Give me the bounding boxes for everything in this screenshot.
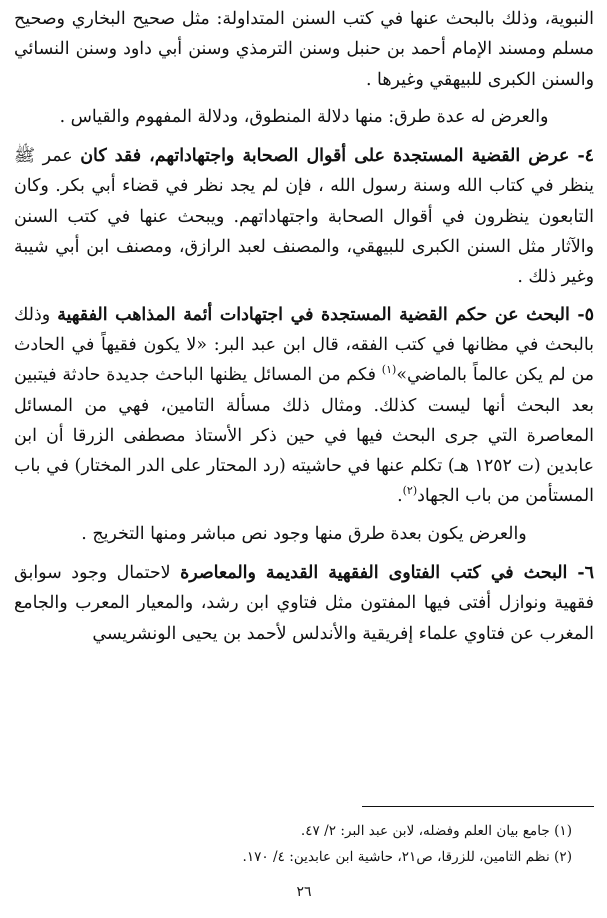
footnotes — [14, 818, 594, 870]
paragraph-text: والعرض يكون بعدة طرق منها وجود نص مباشر ومنها التخريج . — [81, 523, 527, 544]
section-4-companions — [14, 141, 594, 292]
paragraph-text: النبوية، وذلك بالبحث عنها في كتب السنن المتداولة: مثل صحيح البخاري وصحيح مسلم ومسند الإمام أحمد بن حنبل وسنن الترمذي وسنن أبي داود وسنن النسائي والسنن الكبرى للبيهقي وغيرها . — [14, 9, 594, 90]
footnote-ref-2[interactable]: (٢) — [402, 484, 418, 498]
paragraph-hadith-sources — [14, 4, 594, 95]
paragraph-presentation-methods — [14, 102, 594, 132]
paragraph-text-end: . — [397, 486, 403, 507]
book-page — [14, 0, 594, 918]
paragraph-text-cont: فكم من المسائل يظنها الباحث جديدة حادثة فيتبين بعد البحث أنها ليست كذلك. ومثال ذلك مسألة التامين، فهي من المسائل المعاصرة التي جرى البحث فيها في حين ذكر الأستاذ مصطفى الزرقا أن ابن عابدين (ت ١٢٥٢ هـ) تكلم عنها في حاشيته (رد المحتار على الدر المختار) في باب المستأمن من باب الجهاد — [14, 365, 594, 507]
paragraph-text: عمر ﷺ ينظر في كتاب الله وسنة رسول الله ، فإن لم يجد نظر في قضاء أبي بكر. وكان التابعون ينظرون في أقوال الصحابة واجتهاداتهم. ويبحث عنها في كتب السنن والآثار مثل السنن الكبرى للبيهقي، والمصنف لعبد الرازق، ومصنف ابن أبي شيبة وغير ذلك . — [14, 146, 594, 288]
main-text — [14, 4, 594, 656]
paragraph-text: وذلك بالبحث في مظانها في كتب الفقه، قال ابن عبد البر: «لا يكون فقيهاً في الحادث من لم يكن عالماً بالماضي» — [14, 304, 594, 386]
footnote-2: (٢) نظم التامين، للزرقا، ص٢١، حاشية ابن عابدين: ٤/ ١٧٠. — [242, 849, 572, 865]
section-6-fatwas — [14, 558, 594, 649]
footnote-ref-1[interactable]: (١) — [381, 363, 397, 377]
section-5-madhhabs — [14, 300, 594, 512]
section-heading: ٥- البحث عن حكم القضية المستجدة في اجتهادات أئمة المذاهب الفقهية — [57, 304, 594, 325]
paragraph-methods-takhrij — [14, 519, 594, 549]
footnote-1: (١) جامع بيان العلم وفضله، لابن عبد البر: ٢/ ٤٧. — [300, 823, 572, 839]
paragraph-text: لاحتمال وجود سوابق فقهية ونوازل أفتى فيها المفتون مثل فتاوي ابن رشد، والمعيار المعرب والجامع المغرب عن فتاوي علماء إفريقية والأندلس لأحمد بن يحيى الونشريسي — [14, 563, 594, 644]
section-heading: ٤- عرض القضية المستجدة على أقوال الصحابة واجتهاداتهم، فقد كان — [80, 146, 595, 167]
section-heading: ٦- البحث في كتب الفتاوى الفقهية القديمة والمعاصرة — [180, 563, 594, 584]
page-number: ٢٦ — [296, 884, 312, 900]
paragraph-text: والعرض له عدة طرق: منها دلالة المنطوق، ودلالة المفهوم والقياس . — [59, 106, 549, 127]
footnote-separator — [362, 806, 594, 807]
